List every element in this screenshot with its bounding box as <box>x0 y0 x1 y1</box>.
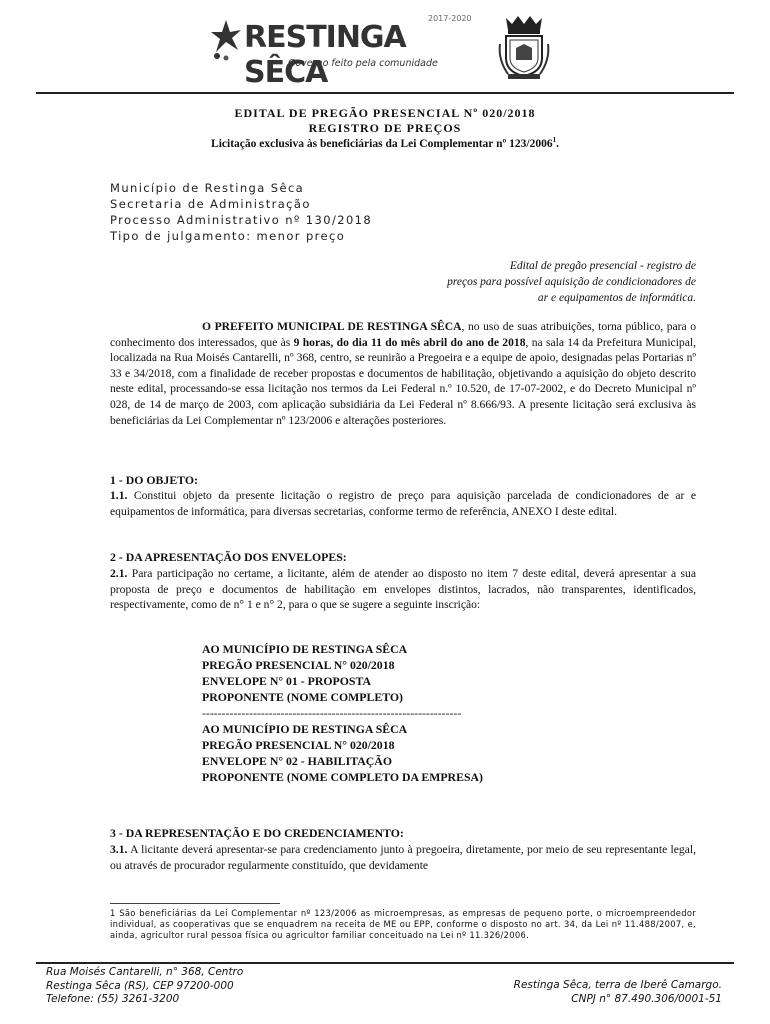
footnote-text: São beneficiárias da Lei Complementar nº 123/2006 as microempresas, as empresas de pequeno porte, o microempreendedor individual, as cooperativas que se enquadrem na receita de ME ou EPP, conforme o disposto no art. 34, da Lei nº 11.488/2007, e, ainda, agricultor rural pessoa física ou agricultor familiar conceituado na Lei nº 11.326/2006. <box>110 908 696 940</box>
ementa-line: preços para possível aquisição de condicionadores de <box>447 276 696 288</box>
secretaria-line: Secretaria de Administração <box>110 197 311 211</box>
ementa <box>384 258 696 306</box>
envelope-separator: ------------------------------------------------------------------ <box>202 706 462 720</box>
item-number: 2.1. <box>110 567 128 580</box>
logo-wordmark: RESTINGA SÊCA <box>244 20 406 90</box>
item-text: A licitante deverá apresentar-se para credenciamento junto à pregoeira, diretamente, por meio de seu representante legal, ou através de procurador regularmente constituído, que devidamente <box>110 843 696 872</box>
footer-city: Restinga Sêca (RS), CEP 97200-000 <box>46 979 234 992</box>
footer-address: Rua Moisés Cantarelli, n° 368, Centro <box>46 966 244 978</box>
logo-tagline: Governo feito pela comunidade <box>288 58 438 69</box>
coat-of-arms-icon <box>498 14 550 80</box>
footer-contact <box>46 966 243 1007</box>
julgamento-line: Tipo de julgamento: menor preço <box>110 229 346 243</box>
logo-years: 2017-2020 <box>428 14 472 23</box>
footer-slogan: Restinga Sêca, terra de Iberê Camargo. <box>513 979 722 991</box>
preamble-paragraph <box>110 319 696 428</box>
footnote <box>110 908 696 941</box>
document-exclusivity-note <box>0 136 770 150</box>
page-header <box>0 0 770 92</box>
preamble-text: , no uso de suas atribuições, torna público, para o conhecimento dos interessados, que às <box>110 320 696 349</box>
preamble-bold-prefeito: O PREFEITO MUNICIPAL DE RESTINGA SÊCA <box>202 320 462 333</box>
item-number: 1.1. <box>110 489 128 502</box>
preamble-text: , na sala 14 da Prefeitura Municipal, localizada na Rua Moisés Cantarelli, nº 368, centro, se reunirão a Pregoeira e a equipe de apoio, designadas pelas Portarias nº 33 e 34/2018, com a finalidade de receber propostas e documentos de habilitação, objetivando a aquisição do objeto descrito neste edital, processando-se essa licitação nos termos da Lei Federal n.º 10.520, de 17-07-2002, e do Decreto Municipal nº 028, de 14 de março de 2003, com aplicação subsidiária da Lei Federal nº 8.666/93. A presente licitação será exclusiva às beneficiárias da Lei Complementar nº 123/2006 e alterações posteriores. <box>110 335 696 427</box>
preamble-bold-date: 9 horas, do dia 11 do mês abril do ano de 2018 <box>293 335 526 349</box>
exclusivity-text: Licitação exclusiva às beneficiárias da Lei Complementar nº 123/2006 <box>211 137 553 150</box>
footnote-reference: 1 <box>552 136 557 144</box>
section-1-item <box>110 488 696 519</box>
footer-cnpj: CNPJ n° 87.490.306/0001-51 <box>571 992 722 1005</box>
section-1-heading: 1 - DO OBJETO: <box>110 473 198 487</box>
envelope-1-label <box>202 641 483 785</box>
envelope-line: ENVELOPE N° 02 - HABILITAÇÃO <box>202 754 392 768</box>
footnote-divider <box>110 903 280 904</box>
restinga-seca-logo <box>210 12 480 90</box>
logo-star-icon <box>210 18 242 62</box>
envelope-line: AO MUNICÍPIO DE RESTINGA SÊCA <box>202 642 408 656</box>
item-number: 3.1. <box>110 843 128 856</box>
ementa-line: ar e equipamentos de informática. <box>537 292 696 304</box>
item-text: Para participação no certame, a licitante, além de atender ao disposto no item 7 deste edital, deverá apresentar a sua proposta de preço e documentos de habilitação em envelopes distintos, lacrados, não transparentes, identificados, respectivamente, como de n° 1 e n° 2, para o que se sugere a seguinte inscrição: <box>110 567 696 612</box>
envelope-line: PROPONENTE (NOME COMPLETO) <box>202 690 403 704</box>
header-divider <box>36 92 734 94</box>
envelope-line: PREGÃO PRESENCIAL N° 020/2018 <box>202 658 395 672</box>
processo-line: Processo Administrativo nº 130/2018 <box>110 213 373 227</box>
ementa-line: Edital de pregão presencial - registro de <box>509 260 696 272</box>
exclusivity-period: . <box>556 137 559 150</box>
document-title: EDITAL DE PREGÃO PRESENCIAL Nº 020/2018 <box>234 106 536 120</box>
footer-divider <box>36 962 734 964</box>
municipio-line: Município de Restinga Sêca <box>110 181 305 195</box>
envelope-line: PREGÃO PRESENCIAL N° 020/2018 <box>202 738 395 752</box>
section-3-heading: 3 - DA REPRESENTAÇÃO E DO CREDENCIAMENTO: <box>110 826 404 840</box>
section-2-heading: 2 - DA APRESENTAÇÃO DOS ENVELOPES: <box>110 550 347 564</box>
envelope-line: ENVELOPE N° 01 - PROPOSTA <box>202 674 372 688</box>
section-2-item <box>110 566 696 613</box>
document-subtitle: REGISTRO DE PREÇOS <box>308 121 462 135</box>
section-3-item <box>110 842 696 873</box>
footnote-mark: 1 <box>110 908 116 918</box>
footer-phone: Telefone: (55) 3261-3200 <box>46 993 180 1005</box>
footer-identity <box>514 979 722 1006</box>
envelope-line: AO MUNICÍPIO DE RESTINGA SÊCA <box>202 722 408 736</box>
envelope-line: PROPONENTE (NOME COMPLETO DA EMPRESA) <box>202 770 483 784</box>
item-text: Constitui objeto da presente licitação o registro de preço para aquisição parcelada de condicionadores de ar e equipamentos de informática, para diversas secretarias, conforme termo de referência, ANEXO I deste edital. <box>110 489 696 518</box>
